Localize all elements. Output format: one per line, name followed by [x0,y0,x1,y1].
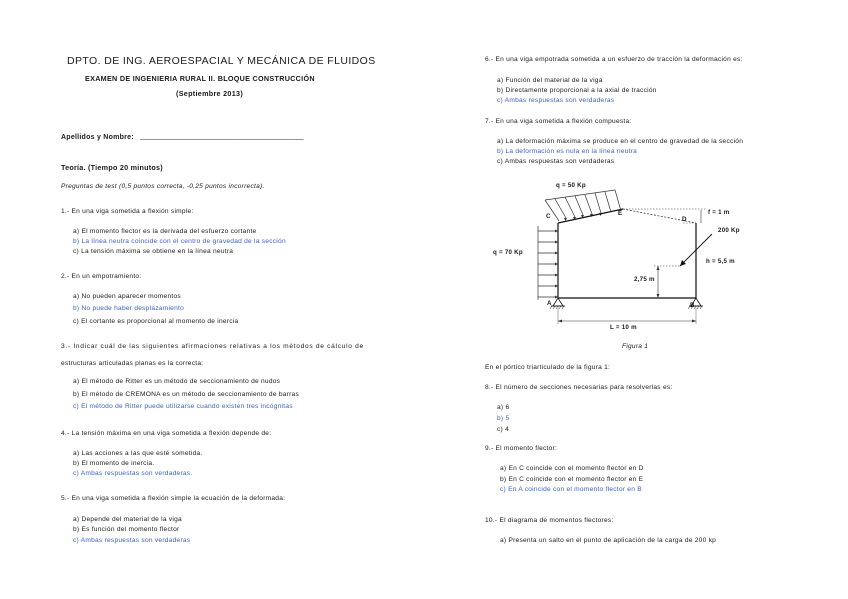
exam-date: (Septiembre 2013) [176,89,244,98]
exam-title: EXAMEN DE INGENIERIA RURAL II. BLOQUE CONSTRUCCIÓN [85,74,315,83]
label-L: L = 10 m [610,324,637,331]
name-line[interactable]: __________________________________________ [140,133,304,140]
test-note: Preguntas de test (0,5 puntos correcta, -0,25 puntos incorrecta). [61,183,265,190]
theory-heading: Teoría. (Tiempo 20 minutos) [61,163,163,172]
q4-option-c: c) Ambas respuestas son verdaderas. [73,470,193,477]
q2-option-c: c) El cortante es proporcional al momento de inercia [73,318,239,325]
q8-option-c: c) 4 [497,426,509,433]
q9-option-b: b) En C coincide con el momento flector en E [500,476,644,483]
q1-option-b: b) La línea neutra coincide con el centro de gravedad de la sección [73,238,286,245]
label-q-top: q = 50 Kp [556,182,586,189]
q10-option-a: a) Presenta un salto en el punto de aplicación de la carga de 200 kp [500,537,717,544]
q4-option-b: b) El momento de inercia. [73,460,155,467]
label-node-a: A [547,300,552,307]
q5-option-b: b) Es función del momento flector [73,526,180,533]
q8-question: 8.- El número de secciones necesarias para resolverlas es: [485,384,673,391]
q1-option-a: a) El momento flector es la derivada del esfuerzo cortante [73,228,257,235]
label-node-e: E [618,210,623,217]
q1-question: 1.- En una viga sometida a flexión simple: [61,208,194,215]
label-q-left: q = 70 Kp [493,249,523,256]
label-node-d: D [682,216,687,223]
distributed-load-left [538,226,555,300]
q4-question: 4.- La tensión máxima en una viga sometida a flexión depende de: [61,430,272,437]
q5-question: 5.- En una viga sometida a flexión simple la ecuación de la deformada: [61,495,286,502]
q6-option-a: a) Función del material de la viga [497,77,603,84]
q8-option-a: a) 6 [497,404,510,411]
q2-question: 2.- En un empotramiento: [61,273,142,280]
label-h: h = 5,5 m [706,258,735,265]
label-f: f = 1 m [708,209,730,216]
name-label: Apellidos y Nombre: [61,134,134,141]
q6-option-c: c) Ambas respuestas son verdaderas [497,97,615,104]
q6-option-b: b) Directamente proporcional a la axial de tracción [497,87,657,94]
q6-question: 6.- En una viga empotrada sometida a un esfuerzo de tracción la deformación es: [485,56,743,63]
q3-question-line2: estructuras articuladas planas es la correcta: [61,360,204,367]
q5-option-c: c) Ambas respuestas son verdaderas [73,537,191,544]
q2-option-b: b) No puede haber desplazamiento [73,305,185,312]
frame-members [558,209,696,298]
q3-option-c: c) El método de Ritter puede utilizarse cuando existen tres incógnitas [73,403,293,410]
q7-question: 7.- En una viga sometida a flexión compuesta: [485,118,632,125]
q5-option-a: a) Depende del material de la viga [73,516,182,523]
q9-question: 9.- El momento flector: [485,445,558,452]
department-title: DPTO. DE ING. AEROESPACIAL Y MECÁNICA DE FLUIDOS [67,55,376,67]
label-node-c: C [546,213,551,220]
q10-question: 10.- El diagrama de momentos flectores: [485,517,614,524]
q9-option-a: a) En C coincide con el momento flector en D [500,465,644,472]
q9-option-c: c) En A coincide con el momento flector en B [500,486,642,493]
q2-option-a: a) No pueden aparecer momentos [73,293,181,300]
q3-question-line1: 3.- Indicar cuál de las siguientes afirmaciones relativas a los métodos de cálculo de [61,343,364,350]
figure-caption: Figura 1 [622,343,649,350]
label-dimension: 2,75 m [634,276,655,283]
q4-option-a: a) Las acciones a las que esté sometida. [73,450,203,457]
q1-option-c: c) La tensión máxima se obtiene en la línea neutra [73,248,234,255]
label-force: 200 Kp [718,227,740,234]
support-a [553,298,563,306]
q8-option-b: b) 5 [497,415,510,422]
q7-option-c: c) Ambas respuestas son verdaderas [497,158,615,165]
label-node-b: B [690,302,695,309]
q3-option-b: b) El método de CREMONA es un método de seccionamiento de barras [73,391,300,398]
q7-option-b: b) La deformación es nula en la línea neutra [497,148,638,155]
figure-intro: En el pórtico triarticulado de la figura 1: [485,364,611,371]
q7-option-a: a) La deformación máxima se produce en el centro de gravedad de la sección [497,138,744,145]
q3-option-a: a) El método de Ritter es un método de seccionamiento de nudos [73,378,281,385]
